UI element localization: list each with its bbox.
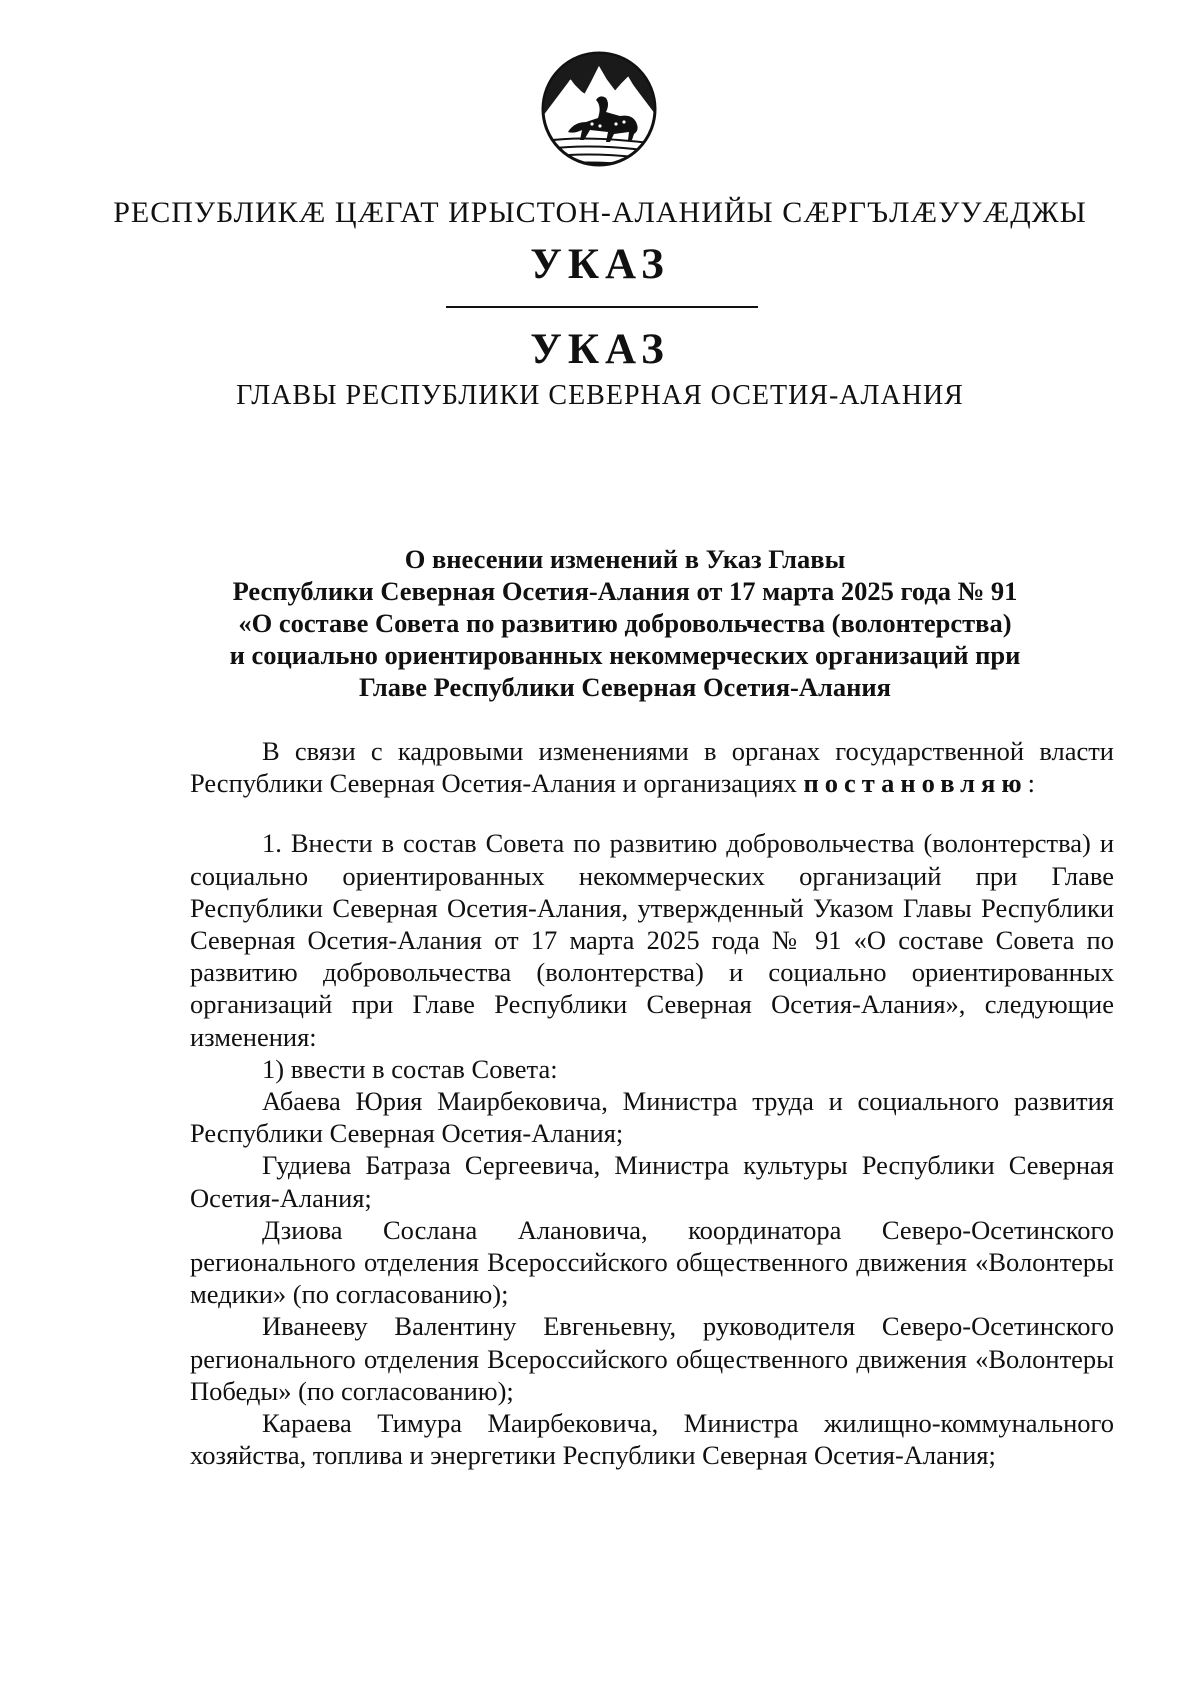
preamble-paragraph [190, 735, 1114, 799]
decree-heading-ossetian: УКАЗ [530, 241, 670, 288]
clause-1: 1. Внести в состав Совета по развитию добровольчества (волонтерства) и социально ориентированных некоммерческих организаций при Главе Республики Северная Осетия-Алания, утвержденный Указом Главы Республики Северная Осетия-Алания от 17 марта 2025 года № 91 «О составе Совета по развитию добровольчества (волонтерства) и социально ориентированных организаций при Главе Республики Северная Осетия-Алания», следующие изменения: [190, 828, 1114, 1052]
member-entry: Дзиова Сослана Алановича, координатора Северо-Осетинского регионального отделения Всероссийского общественного движения «Волонтеры медики» (по согласованию); [190, 1214, 1114, 1310]
ossetian-republic-name: РЕСПУБЛИКÆ ЦÆГАТ ИРЫСТОН-АЛАНИЙЫ СÆРГЪЛÆУУÆДЖЫ [113, 196, 1087, 229]
decree-heading-russian: УКАЗ [530, 326, 670, 373]
title-line: и социально ориентированных некоммерческих организаций при [229, 640, 1021, 670]
preamble-end: : [1027, 768, 1036, 799]
heading-divider [446, 306, 758, 308]
coat-of-arms-emblem [540, 50, 658, 168]
member-entry: Иванееву Валентину Евгеньевну, руководителя Северо-Осетинского регионального отделения Всероссийского общественного движения «Волонтеры Победы» (по согласованию); [190, 1311, 1114, 1406]
decree-title [190, 543, 1060, 703]
title-line: Республики Северная Осетия-Алания от 17 марта 2025 года № 91 [232, 576, 1018, 606]
member-entry: Абаева Юрия Маирбековича, Министра труда и социального развития Республики Северная Осетия-Алания; [190, 1086, 1114, 1149]
title-line: «О составе Совета по развитию добровольчества (волонтерства) [238, 608, 1012, 638]
subclause-1: 1) ввести в состав Совета: [262, 1053, 558, 1084]
preamble-text: В связи с кадровыми изменениями в органах государственной власти Республики Северная Осетия-Алания и организациях [190, 736, 1114, 799]
title-line: О внесении изменений в Указ Главы [404, 544, 846, 574]
preamble-keyword: постановляю [803, 768, 1028, 799]
russian-head-title: ГЛАВЫ РЕСПУБЛИКИ СЕВЕРНАЯ ОСЕТИЯ-АЛАНИЯ [236, 380, 964, 411]
decree-body [190, 735, 1114, 1471]
member-entry: Караева Тимура Маирбековича, Министра жилищно-коммунального хозяйства, топлива и энергетики Республики Северная Осетия-Алания; [190, 1408, 1114, 1471]
member-entry: Гудиева Батраза Сергеевича, Министра культуры Республики Северная Осетия-Алания; [190, 1150, 1114, 1213]
title-line: Главе Республики Северная Осетия-Алания [359, 672, 891, 702]
